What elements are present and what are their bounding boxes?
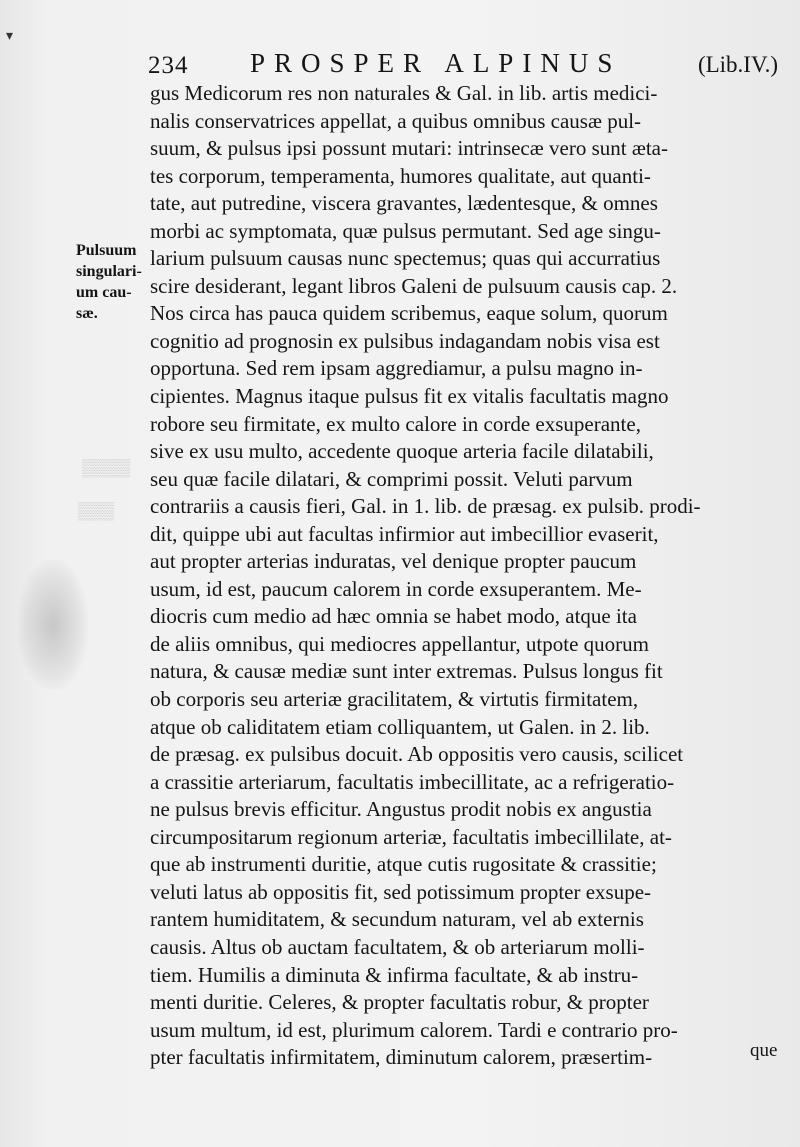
- text-line: ob corporis seu arteriæ gracilitatem, & virtutis firmitatem,: [150, 687, 639, 712]
- text-line: usum, id est, paucum calorem in corde exsuperantem. Me-: [150, 576, 642, 601]
- book-reference: (Lib.IV.): [697, 52, 778, 77]
- text-line: seu quæ facile dilatari, & comprimi possit. Veluti parvum: [150, 466, 633, 491]
- text-line: aut propter arterias induratas, vel denique propter paucum: [150, 549, 637, 574]
- text-line: opportuna. Sed rem ipsam aggrediamur, a pulsu magno in-: [150, 356, 643, 381]
- text-line: Nos circa has pauca quidem scribemus, eaque solum, quorum: [150, 301, 668, 326]
- margin-note-line: singulari-: [76, 263, 142, 280]
- text-line: a crassitie arteriarum, facultatis imbecillitate, ac a refrigeratio-: [150, 769, 675, 794]
- bleed-through-text: ▒▒▒▒: [82, 458, 131, 477]
- text-line: de præsag. ex pulsibus docuit. Ab oppositis vero causis, scilicet: [150, 742, 684, 767]
- margin-note-line: sæ.: [76, 305, 98, 322]
- margin-note: [76, 240, 150, 324]
- text-line: de aliis omnibus, qui mediocres appellantur, utpote quorum: [150, 631, 649, 656]
- text-line: ne pulsus brevis efficitur. Angustus prodit nobis ex angustia: [150, 797, 652, 822]
- text-line: sive ex usu multo, accedente quoque arteria facile dilatabili,: [150, 439, 654, 464]
- text-line: menti duritie. Celeres, & propter facultatis robur, & propter: [150, 990, 649, 1015]
- text-line: tiem. Humilis a diminuta & infirma facultate, & ab instru-: [150, 962, 639, 987]
- text-line: larium pulsuum causas nunc spectemus; quas qui accurratius: [150, 246, 661, 271]
- text-line: suum, & pulsus ipsi possunt mutari: intrinsecæ vero sunt æta-: [150, 136, 668, 161]
- text-line: robore seu firmitate, ex multo calore in corde exsuperante,: [150, 411, 641, 436]
- text-line: circumpositarum regionum arteriæ, facultatis imbecillilate, at-: [150, 824, 672, 849]
- margin-note-line: Pulsuum: [76, 242, 137, 259]
- text-line: contrariis a causis fieri, Gal. in 1. lib. de præsag. ex pulsib. prodi-: [150, 494, 701, 519]
- text-line: cognitio ad prognosin ex pulsibus indagandam nobis visa est: [150, 328, 660, 353]
- text-line: natura, & causæ mediæ sunt inter extremas. Pulsus longus fit: [150, 659, 663, 684]
- text-line: usum multum, id est, plurimum calorem. Tardi e contrario pro-: [150, 1017, 678, 1042]
- text-line: nalis conservatrices appellat, a quibus omnibus causæ pul-: [150, 108, 642, 133]
- stamp-bleed-through: [18, 560, 88, 690]
- text-line: pter facultatis infirmitatem, diminutum calorem, præsertim-: [150, 1045, 653, 1070]
- text-line: tes corporum, temperamenta, humores qualitate, aut quanti-: [150, 163, 651, 188]
- text-line: diocris cum medio ad hæc omnia se habet modo, atque ita: [150, 604, 637, 629]
- page-header: [148, 46, 778, 80]
- margin-note-line: um cau-: [76, 284, 132, 301]
- text-line: rantem humiditatem, & secundum naturam, vel ab externis: [150, 907, 644, 932]
- text-line: cipientes. Magnus itaque pulsus fit ex vitalis facultatis magno: [150, 384, 669, 409]
- text-line: tate, aut putredine, viscera gravantes, lædentesque, & omnes: [150, 191, 658, 216]
- edge-mark: ▾: [6, 29, 14, 44]
- text-line: que ab instrumenti duritie, atque cutis rugositate & crassitie;: [150, 852, 657, 877]
- text-line: scire desiderant, legant libros Galeni de pulsuum causis cap. 2.: [150, 273, 678, 298]
- text-line: atque ob caliditatem etiam colliquantem, ut Galen. in 2. lib.: [150, 714, 650, 739]
- bleed-through-text: ▒▒▒: [78, 501, 115, 520]
- catchword: que: [750, 1040, 778, 1061]
- body-text: [150, 80, 782, 1072]
- text-line: morbi ac symptomata, quæ pulsus permutant. Sed age singu-: [150, 218, 661, 243]
- page-number: 234: [148, 52, 189, 79]
- running-title: PROSPER ALPINUS: [250, 48, 622, 78]
- text-line: causis. Altus ob auctam facultatem, & ob arteriarum molli-: [150, 934, 645, 959]
- text-line: veluti latus ab oppositis fit, sed potissimum propter exsupe-: [150, 879, 652, 904]
- text-line: dit, quippe ubi aut facultas infirmior aut imbecillior evaserit,: [150, 521, 659, 546]
- text-line: gus Medicorum res non naturales & Gal. in lib. artis medici-: [150, 81, 658, 105]
